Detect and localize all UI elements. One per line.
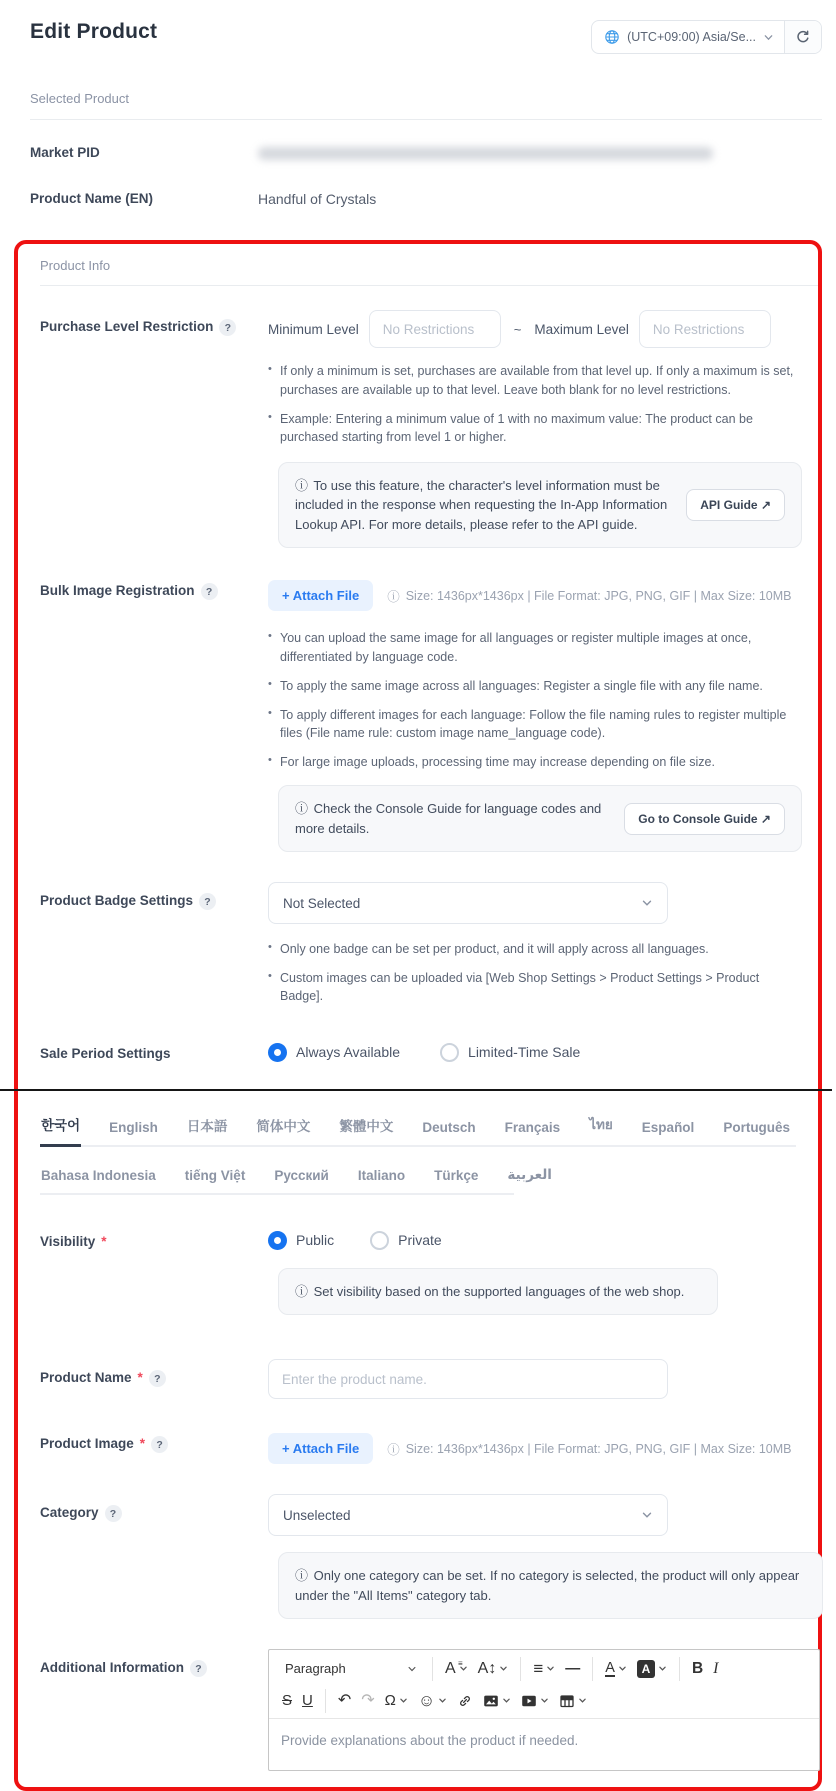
insert-table-button[interactable]: [554, 1688, 592, 1714]
sale-period-row: [40, 1035, 800, 1063]
market-pid-label: Market PID: [30, 145, 100, 160]
editor-toolbar-row1: [269, 1650, 819, 1687]
video-icon: [521, 1693, 537, 1709]
product-name-label: Product Name: [40, 1370, 132, 1386]
divider: [40, 285, 818, 286]
radio-unselected-icon: [370, 1231, 389, 1250]
category-select[interactable]: [268, 1494, 668, 1536]
minimum-level-input[interactable]: [369, 310, 501, 348]
note-item: • To apply the same image across all languages: Register a single file with any file name.: [268, 677, 800, 695]
tab-arabic[interactable]: العربية: [507, 1166, 552, 1182]
tab-turkish[interactable]: Türkçe: [434, 1167, 479, 1183]
category-row: [40, 1494, 800, 1619]
insert-video-button[interactable]: [516, 1688, 554, 1714]
sale-period-label: Sale Period Settings: [40, 1045, 171, 1061]
italic-icon: I: [713, 1659, 719, 1677]
page-title: Edit Product: [30, 20, 158, 43]
note-item: • Custom images can be uploaded via [Web Shop Settings > Product Settings > Product Badge].: [268, 969, 800, 1005]
tab-japanese[interactable]: 日本語: [186, 1118, 228, 1134]
strikethrough-button[interactable]: [277, 1688, 297, 1713]
link-button[interactable]: [452, 1688, 478, 1714]
visibility-info-text: ⓘ Set visibility based on the supported languages of the web shop.: [295, 1283, 685, 1299]
help-icon[interactable]: ?: [199, 893, 216, 910]
timezone-select[interactable]: [592, 29, 784, 45]
note-item: • Example: Entering a minimum value of 1 with no maximum value: The product can be purchased starting from level 1 or higher.: [268, 410, 800, 446]
selected-product-title: Selected Product: [30, 91, 130, 106]
required-mark: *: [101, 1233, 107, 1249]
note-item: • For large image uploads, processing time may increase depending on file size.: [268, 753, 800, 771]
product-name-en-value: Handful of Crystals: [258, 191, 377, 208]
info-icon: ⓘ: [295, 1568, 309, 1584]
badge-select-value: Not Selected: [283, 895, 361, 911]
italic-button[interactable]: [708, 1656, 723, 1682]
toolbar-separator: [520, 1657, 521, 1681]
image-size-info: Size: 1436px*1436px | File Format: JPG, PNG, GIF | Max Size: 10MB: [405, 1441, 792, 1456]
required-mark: *: [137, 1370, 143, 1386]
radio-selected-icon: [268, 1043, 287, 1062]
bulk-attach-file-button[interactable]: + Attach File: [268, 580, 373, 611]
chevron-down-icon: [641, 1509, 653, 1521]
note-item: • To apply different images for each language: Follow the file naming rules to register multiple files (File name rule: custom image name_language code).: [268, 706, 800, 742]
toolbar-separator: [325, 1689, 326, 1713]
product-name-input[interactable]: [268, 1359, 668, 1399]
divider: [30, 119, 822, 120]
info-icon: ⓘ: [295, 1283, 309, 1299]
radio-selected-icon: [268, 1231, 287, 1250]
console-guide-panel: [278, 785, 802, 852]
font-color-button[interactable]: [600, 1656, 632, 1683]
market-pid-row: [30, 144, 822, 162]
emoji-button[interactable]: [413, 1687, 452, 1714]
purchase-level-label: Purchase Level Restriction: [40, 319, 214, 335]
editor-toolbar-row2: [269, 1687, 819, 1718]
horizontal-rule-button[interactable]: [560, 1656, 585, 1681]
tab-portuguese[interactable]: Português: [723, 1119, 791, 1135]
badge-settings-row: [40, 882, 800, 1016]
language-tabs-row1: [40, 1107, 796, 1147]
align-icon: ≡: [533, 1659, 544, 1679]
badge-notes: [268, 940, 800, 1005]
minimum-level-label: Minimum Level: [268, 321, 359, 337]
visibility-row: [40, 1231, 800, 1316]
purchase-level-row: [40, 308, 800, 548]
editor-placeholder: Provide explanations about the product if needed.: [281, 1733, 579, 1749]
bulk-image-row: [40, 580, 800, 852]
category-label: Category: [40, 1505, 99, 1521]
note-item: • If only a minimum is set, purchases are available from that level up. If only a maximum is set, purchases are available up to that level. Leave both blank for no level restrictions.: [268, 362, 800, 398]
annotation-highlight-box: [14, 240, 822, 1791]
timezone-value: (UTC+09:00) Asia/Se...: [627, 30, 756, 44]
purchase-level-notes: [268, 362, 800, 446]
product-name-row: [40, 1359, 800, 1399]
strikethrough-icon: S: [282, 1692, 293, 1710]
undo-icon: ↶: [337, 1691, 352, 1709]
help-icon[interactable]: ?: [190, 1660, 207, 1677]
tilde-separator: ~: [513, 321, 522, 337]
redo-button[interactable]: [356, 1688, 379, 1714]
tab-vietnamese[interactable]: tiếng Việt: [184, 1167, 246, 1183]
product-image-row: [40, 1433, 800, 1464]
additional-info-row: [40, 1649, 800, 1771]
product-info-title: Product Info: [40, 258, 111, 274]
font-size-button[interactable]: [440, 1656, 473, 1682]
tab-simplified-chinese[interactable]: 简体中文: [256, 1118, 311, 1134]
tab-german[interactable]: Deutsch: [422, 1119, 476, 1135]
help-icon[interactable]: ?: [149, 1370, 166, 1387]
info-icon: ⓘ: [295, 801, 309, 817]
help-icon[interactable]: ?: [151, 1436, 168, 1453]
visibility-option-public[interactable]: Public: [268, 1231, 334, 1250]
product-image-label: Product Image: [40, 1436, 134, 1452]
chevron-down-icon: [763, 32, 774, 43]
font-color-icon: A: [605, 1659, 615, 1676]
paragraph-style-select[interactable]: Paragraph: [277, 1654, 425, 1683]
required-mark: *: [139, 1436, 146, 1452]
line-height-icon: A↕: [477, 1659, 497, 1677]
table-icon: [559, 1693, 575, 1709]
additional-info-label: Additional Information: [40, 1660, 184, 1676]
category-select-value: Unselected: [283, 1507, 351, 1523]
product-name-en-label: Product Name (EN): [30, 191, 154, 207]
maximum-level-input[interactable]: [639, 310, 771, 348]
tab-indonesian[interactable]: Bahasa Indonesia: [41, 1167, 156, 1183]
visibility-label: Visibility: [40, 1233, 96, 1249]
info-icon: ⓘ: [387, 1442, 400, 1457]
badge-select[interactable]: [268, 882, 668, 924]
image-icon: [483, 1693, 499, 1709]
bulk-image-notes: [268, 629, 800, 771]
align-button[interactable]: [528, 1655, 560, 1682]
bold-button[interactable]: [687, 1656, 708, 1682]
sale-period-option-limited[interactable]: Limited-Time Sale: [440, 1043, 580, 1062]
info-icon: ⓘ: [387, 589, 400, 604]
page-header: [0, 0, 836, 54]
visibility-option-private[interactable]: Private: [370, 1231, 442, 1250]
insert-image-button[interactable]: [478, 1688, 516, 1714]
api-guide-panel: [278, 462, 802, 549]
highlight-color-button[interactable]: [632, 1655, 672, 1683]
visibility-info-panel: [278, 1268, 718, 1316]
underline-button[interactable]: [297, 1688, 318, 1713]
refresh-button[interactable]: [785, 20, 821, 54]
product-name-en-row: [30, 190, 822, 208]
sale-period-option-always[interactable]: Always Available: [268, 1043, 400, 1062]
underline-icon: U: [302, 1692, 313, 1710]
tab-thai[interactable]: ไทย: [589, 1116, 613, 1132]
help-icon[interactable]: ?: [219, 319, 236, 336]
maximum-level-label: Maximum Level: [534, 321, 629, 337]
link-icon: [457, 1693, 473, 1709]
toolbar-separator: [679, 1657, 680, 1681]
badge-settings-label: Product Badge Settings: [40, 893, 194, 909]
bulk-size-info: Size: 1436px*1436px | File Format: JPG, PNG, GIF | Max Size: 10MB: [405, 588, 792, 603]
refresh-icon: [796, 30, 810, 44]
image-attach-file-button[interactable]: + Attach File: [268, 1433, 373, 1464]
console-guide-button[interactable]: Go to Console Guide ↗: [624, 803, 785, 835]
category-info-panel: [278, 1552, 823, 1619]
rich-text-editor: [268, 1649, 820, 1771]
tab-english[interactable]: English: [109, 1119, 158, 1135]
tab-spanish[interactable]: Español: [641, 1119, 695, 1135]
api-guide-text: ⓘ To use this feature, the character's level information must be included in the response when requesting the In-App Information Lookup API. For more details, please refer to the API guide.: [295, 477, 668, 532]
help-icon[interactable]: ?: [105, 1505, 122, 1522]
horizontal-rule-icon: —: [565, 1660, 581, 1678]
tab-italian[interactable]: Italiano: [357, 1167, 406, 1183]
radio-unselected-icon: [440, 1043, 459, 1062]
toolbar-separator: [592, 1657, 593, 1681]
tab-french[interactable]: Français: [504, 1119, 561, 1135]
special-character-button[interactable]: [380, 1688, 413, 1713]
toolbar-separator: [432, 1657, 433, 1681]
tab-russian[interactable]: Русский: [274, 1167, 329, 1183]
info-icon: ⓘ: [295, 477, 309, 493]
special-character-icon: Ω: [384, 1692, 396, 1710]
console-guide-text: ⓘ Check the Console Guide for language codes and more details.: [295, 801, 602, 836]
note-item: • Only one badge can be set per product, and it will apply across all languages.: [268, 940, 800, 958]
annotation-divider-line: [0, 1089, 832, 1091]
market-pid-value-redacted: [258, 147, 713, 160]
language-tabs-row2: [40, 1161, 552, 1195]
note-item: • You can upload the same image for all languages or register multiple images at once, differentiated by language code.: [268, 629, 800, 665]
category-info-text: ⓘ Only one category can be set. If no category is selected, the product will only appear under the "All Items" category tab.: [295, 1568, 800, 1603]
timezone-control: [591, 20, 822, 54]
help-icon[interactable]: ?: [201, 583, 218, 600]
redo-icon: ↷: [361, 1691, 375, 1709]
bold-icon: B: [691, 1660, 704, 1678]
globe-icon: [604, 29, 620, 45]
bulk-image-label: Bulk Image Registration: [40, 583, 195, 599]
tab-korean[interactable]: 한국어: [40, 1108, 81, 1147]
editor-content-area[interactable]: [269, 1718, 819, 1770]
api-guide-button[interactable]: API Guide ↗: [686, 489, 785, 521]
chevron-down-icon: [641, 897, 653, 909]
undo-button[interactable]: [333, 1688, 356, 1714]
line-height-button[interactable]: [473, 1656, 514, 1682]
emoji-icon: ☺: [417, 1691, 436, 1711]
selected-product-section: [0, 91, 836, 208]
tab-traditional-chinese[interactable]: 繁體中文: [339, 1118, 394, 1134]
font-size-icon: A ≡: [445, 1661, 456, 1677]
highlight-color-icon: A: [637, 1660, 655, 1678]
